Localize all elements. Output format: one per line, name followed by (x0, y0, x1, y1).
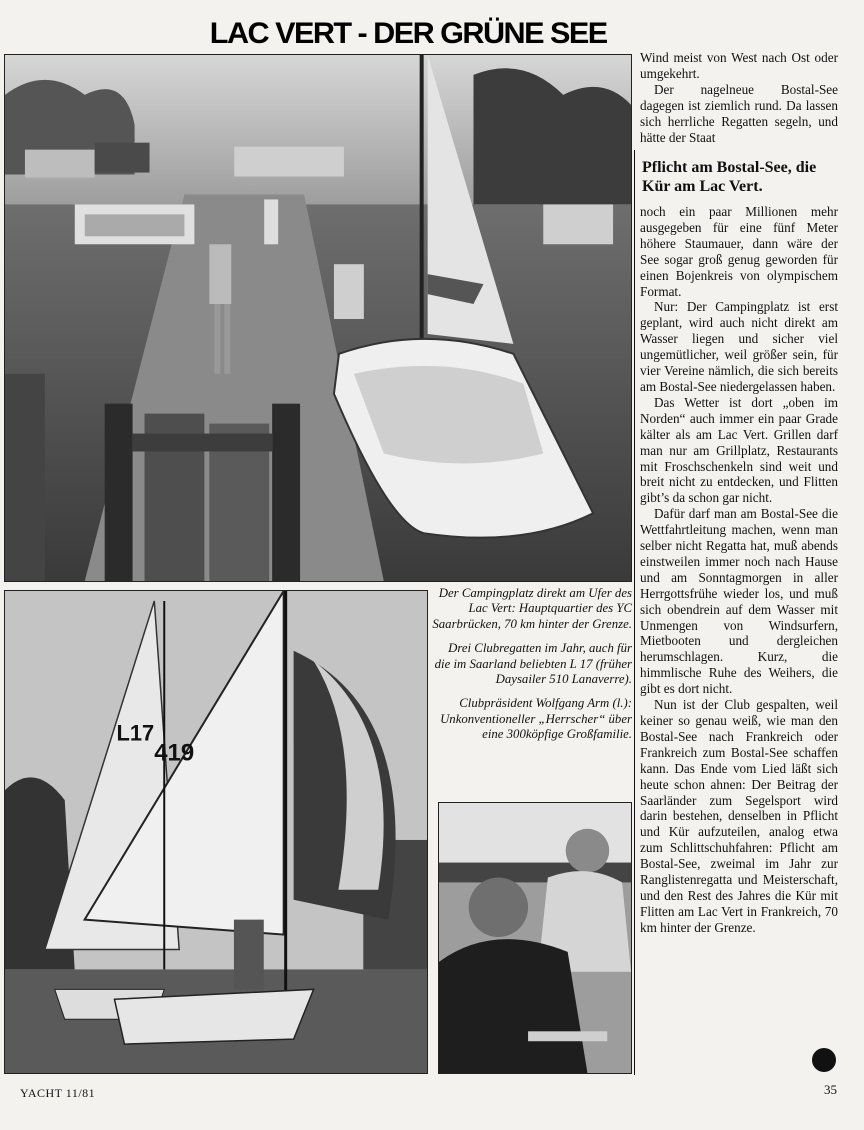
sail-number: 419 (154, 739, 195, 767)
column-main-text (640, 204, 838, 936)
article-end-mark-icon (812, 1048, 836, 1072)
footer-magazine: YACHT 11/81 (20, 1086, 96, 1100)
caption-campsite: Der Campingplatz direkt am Ufer des Lac Vert: Hauptquartier des YC Saarbrücken, 70 km hinter der Grenze. (432, 586, 632, 631)
sail-class-mark: L17 (116, 720, 155, 746)
footer-page-number: 35 (824, 1082, 837, 1097)
subheading: Pflicht am Bostal-See, die Kür am Lac Vert. (642, 159, 817, 195)
paragraph: Das Wetter ist dort „oben im Norden“ auch immer ein paar Grade kälter als am Lac Vert. Grillen darf man nur am Grillplatz, Restaurants mit Froschschenkeln sind weit und breit nicht zu entdecken, und Flitten gibt’s da schon gar nicht. (640, 394, 838, 506)
caption-president: Clubpräsident Wolfgang Arm (l.): Unkonventioneller „Herrscher“ über eine 300köpfige Großfamilie. (440, 696, 632, 742)
paragraph: Wind meist von West nach Ost oder umgekehrt. (640, 50, 838, 81)
headline: LAC VERT - DER GRÜNE SEE (209, 17, 607, 50)
paragraph: noch ein paar Millionen mehr ausgegeben für eine fünf Meter höhere Staumauer, dann wäre der See sogar groß genug geworden für einen Bojenkreis von olympischem Format. (640, 204, 838, 299)
photo-campsite (4, 54, 632, 582)
column-rule (634, 150, 635, 1075)
photo-captions (432, 586, 632, 752)
column-top-text (640, 50, 838, 145)
paragraph: Nun ist der Club gespalten, weil keiner so genau weiß, wie man den Bostal-See nach Frankreich oder Frankreich zum Bostal-See schaffen kann. Das Ende vom Lied läßt sich heute schon ahnen: Der Beitrag der Saarländer zum Segelsport wird darin bestehen, denselben in Pflicht und Kür aufzuteilen, analog etwa zum Schlittschuhfahren: Pflicht am Bostal-See, zweimal im Jahr zur Ranglistenregatta und Meisterschaft, und den Rest des Jahres die Kür mit Flitten am Lac Vert in Frankreich, 70 km hinter der Grenze. (640, 697, 838, 935)
caption-sailing: Drei Clubregatten im Jahr, auch für die im Saarland beliebten L 17 (früher Daysailer 510 Lanaverre). (434, 641, 632, 687)
photo-club-president (438, 802, 632, 1074)
paragraph: Nur: Der Campingplatz ist erst geplant, wird auch nicht direkt am Wasser liegen und sicher viel ungemütlicher, weil größer sein, für vier Vereine nämlich, die sich bereits am Bostal-See niedergelassen haben. (640, 299, 838, 394)
paragraph: Der nagelneue Bostal-See dagegen ist ziemlich rund. Da lassen sich herrliche Regatten segeln, und hätte der Staat (640, 81, 838, 145)
photo-sailing-boats (4, 590, 428, 1074)
paragraph: Dafür darf man am Bostal-See die Wettfahrtleitung machen, wenn man selber nicht Regatta hat, muß abends einstweilen immer noch nach Hause und am Sonntagmorgen in aller Herrgottsfrühe wieder los, und muß sich obendrein auf dem Wasser mit Unmengen von Windsurfern, Mietbooten und dergleichen herumschlagen. Kurz, die himmlische Ruhe des Weihers, die gibt es dort nicht. (640, 506, 838, 697)
